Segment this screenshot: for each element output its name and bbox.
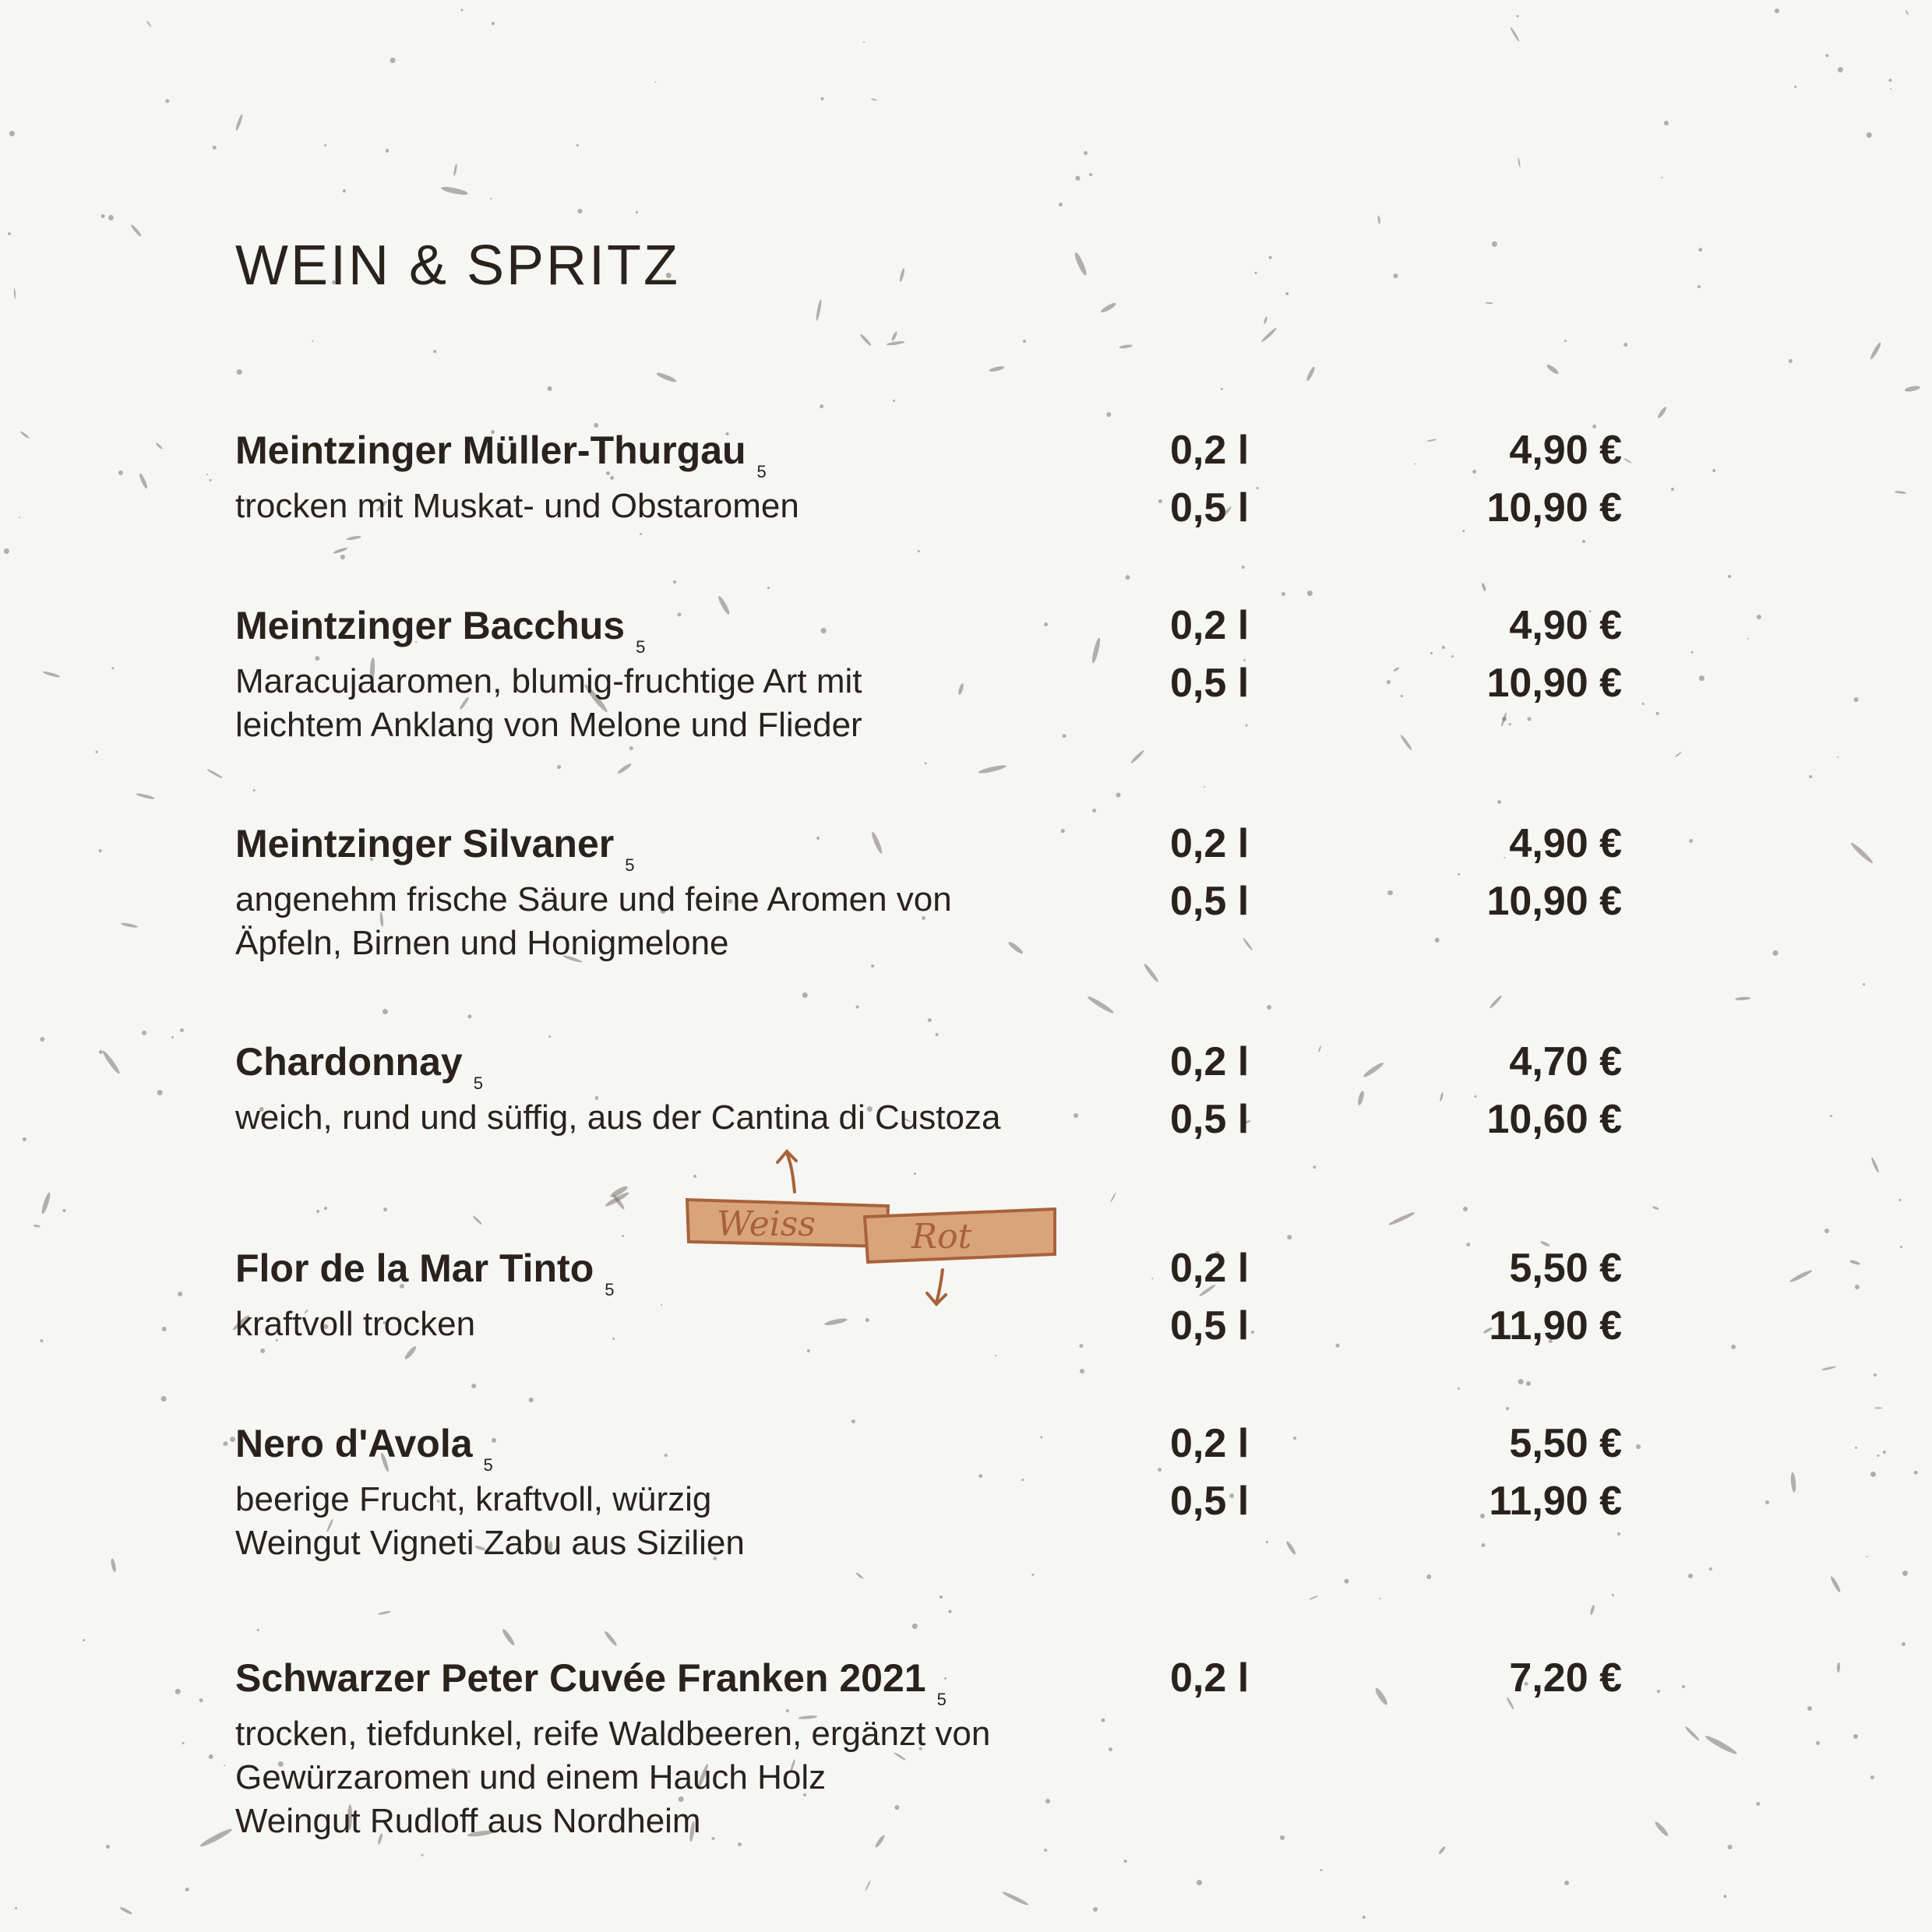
- paper-speckle: [1691, 651, 1694, 654]
- paper-speckle: [1023, 340, 1026, 343]
- wine-name: Meintzinger Silvaner $_5$: [235, 822, 635, 875]
- paper-speckle: [1849, 1259, 1860, 1265]
- paper-speckle: [1866, 132, 1873, 139]
- allergen-note: 5: [625, 855, 635, 875]
- paper-speckle: [157, 1090, 163, 1095]
- paper-speckle: [576, 144, 580, 147]
- paper-speckle: [1906, 9, 1909, 15]
- volume-small: 0,2 l: [1170, 1039, 1250, 1084]
- paper-speckle: [95, 751, 97, 753]
- paper-speckle: [19, 431, 30, 439]
- paper-speckle: [1756, 614, 1762, 620]
- paper-speckle: [121, 922, 138, 929]
- paper-speckle: [547, 385, 553, 391]
- paper-speckle: [1688, 838, 1694, 844]
- paper-speckle: [156, 442, 164, 450]
- paper-speckle: [1075, 175, 1081, 182]
- page-title: WEIN & SPRITZ: [235, 234, 681, 297]
- paper-speckle: [1652, 1205, 1659, 1210]
- paper-speckle: [1829, 1115, 1832, 1118]
- volume-small: 0,2 l: [1170, 428, 1250, 473]
- paper-speckle: [1756, 1802, 1761, 1807]
- paper-speckle: [206, 474, 209, 476]
- paper-speckle: [139, 473, 149, 489]
- paper-speckle: [39, 1036, 46, 1043]
- paper-speckle: [1877, 1454, 1880, 1458]
- volume-small: 0,2 l: [1170, 821, 1250, 866]
- wine-description: Maracujaaromen, blumig-fruchtige Art mit leichtem Anklang von Melone und Flieder: [235, 662, 862, 744]
- volume-small: 0,2 l: [1170, 1655, 1250, 1701]
- paper-speckle: [40, 1339, 44, 1343]
- volume-large: 0,5 l: [1170, 1097, 1250, 1142]
- paper-speckle: [22, 1137, 27, 1142]
- paper-speckle: [1656, 712, 1660, 716]
- volume-large: 0,5 l: [1170, 1479, 1250, 1524]
- price-small: 4,90 €: [1509, 428, 1622, 473]
- paper-speckle: [1747, 638, 1749, 640]
- paper-speckle: [1105, 411, 1112, 418]
- paper-speckle: [1901, 1570, 1908, 1577]
- paper-speckle: [1829, 1576, 1841, 1593]
- paper-speckle: [1564, 340, 1567, 343]
- paper-speckle: [1727, 574, 1732, 579]
- paper-speckle: [1674, 751, 1682, 758]
- paper-speckle: [816, 298, 823, 321]
- paper-speckle: [1306, 366, 1317, 382]
- paper-speckle: [1491, 242, 1497, 248]
- paper-speckle: [180, 1028, 184, 1032]
- paper-speckle: [105, 1844, 110, 1849]
- paper-speckle: [111, 667, 115, 670]
- paper-speckle: [199, 1827, 234, 1849]
- paper-speckle: [224, 1765, 225, 1766]
- volume-large: 0,5 l: [1170, 1303, 1250, 1349]
- wine-name: Meintzinger Bacchus $_5$: [235, 604, 646, 657]
- paper-speckle: [1510, 27, 1520, 42]
- paper-speckle: [1657, 406, 1668, 419]
- allergen-note: 5: [936, 1690, 947, 1709]
- price-small: 7,20 €: [1509, 1655, 1622, 1701]
- paper-speckle: [164, 98, 169, 103]
- paper-speckle: [82, 1639, 85, 1642]
- price-large: 10,90 €: [1486, 661, 1622, 706]
- paper-speckle: [1377, 215, 1380, 224]
- paper-speckle: [182, 1741, 185, 1743]
- paper-speckle: [453, 163, 457, 175]
- paper-speckle: [432, 349, 437, 354]
- paper-speckle: [1657, 1689, 1661, 1693]
- paper-speckle: [386, 149, 389, 152]
- wine-description: trocken, tiefdunkel, reife Waldbeeren, ergänzt von Gewürzaromen und einem Hauch Holz Weingut Rudloff aus Nordheim: [235, 1715, 991, 1840]
- paper-speckle: [1874, 1407, 1883, 1408]
- paper-speckle: [1735, 996, 1750, 1001]
- price-small: 5,50 €: [1509, 1421, 1622, 1466]
- paper-speckle: [1623, 342, 1627, 347]
- wine-item-bacchus: [235, 602, 1638, 836]
- paper-speckle: [1100, 301, 1117, 314]
- paper-speckle: [1854, 697, 1859, 702]
- paper-speckle: [1854, 1447, 1857, 1450]
- paper-speckle: [4, 548, 10, 554]
- paper-speckle: [657, 372, 678, 383]
- volume-large: 0,5 l: [1170, 485, 1250, 531]
- paper-speckle: [820, 97, 824, 100]
- paper-speckle: [312, 340, 314, 342]
- paper-speckle: [110, 1557, 117, 1572]
- paper-speckle: [1895, 491, 1906, 495]
- paper-speckle: [390, 57, 396, 63]
- paper-speckle: [1705, 1734, 1738, 1756]
- paper-speckle: [101, 1050, 122, 1075]
- wine-name: Meintzinger Müller-Thurgau $_5$: [235, 428, 767, 481]
- paper-speckle: [1518, 157, 1521, 167]
- paper-speckle: [460, 9, 464, 12]
- paper-speckle: [1788, 358, 1793, 363]
- paper-speckle: [130, 224, 142, 237]
- paper-speckle: [62, 1209, 66, 1214]
- paper-speckle: [1263, 316, 1267, 324]
- paper-speckle: [235, 114, 244, 131]
- wine-item-silvaner: [235, 820, 1638, 1054]
- paper-speckle: [1260, 326, 1277, 342]
- paper-speckle: [108, 214, 114, 220]
- paper-speckle: [1838, 66, 1844, 72]
- paper-speckle: [899, 268, 905, 282]
- volume-small: 0,2 l: [1170, 1421, 1250, 1466]
- paper-speckle: [161, 1327, 167, 1332]
- paper-speckle: [1687, 1573, 1693, 1578]
- paper-speckle: [1821, 1366, 1836, 1371]
- arrow-up-icon: [777, 1151, 796, 1192]
- paper-speckle: [199, 1698, 203, 1703]
- paper-speckle: [119, 1906, 132, 1915]
- paper-speckle: [98, 848, 102, 852]
- wine-description: beerige Frucht, kraftvoll, würzig Weingut Vigneti Zabu aus Sizilien: [235, 1480, 745, 1562]
- price-large: 11,90 €: [1489, 1479, 1622, 1524]
- paper-speckle: [1816, 1741, 1821, 1746]
- paper-speckle: [1824, 1228, 1830, 1234]
- paper-speckle: [819, 404, 823, 409]
- paper-speckle: [1790, 1472, 1796, 1493]
- paper-speckle: [136, 792, 154, 799]
- paper-speckle: [1059, 203, 1063, 207]
- volume-small: 0,2 l: [1170, 1246, 1250, 1291]
- paper-speckle: [8, 231, 12, 235]
- allergen-note: 5: [605, 1280, 615, 1299]
- paper-speckle: [1255, 272, 1258, 275]
- paper-speckle: [1083, 150, 1088, 156]
- price-small: 4,70 €: [1509, 1039, 1622, 1084]
- volume-large: 0,5 l: [1170, 661, 1250, 706]
- wine-name: Chardonnay $_5$: [235, 1040, 483, 1093]
- paper-speckle: [1765, 1500, 1770, 1505]
- paper-speckle: [863, 41, 866, 44]
- paper-speckle: [892, 399, 895, 402]
- paper-speckle: [1093, 1907, 1098, 1912]
- paper-speckle: [33, 1224, 41, 1227]
- paper-speckle: [141, 1030, 147, 1036]
- paper-speckle: [1899, 1246, 1902, 1248]
- paper-speckle: [1807, 1706, 1812, 1712]
- paper-speckle: [491, 21, 494, 24]
- paper-speckle: [1546, 363, 1560, 375]
- paper-speckle: [9, 130, 16, 137]
- paper-speckle: [1698, 674, 1705, 681]
- paper-speckle: [1697, 284, 1701, 288]
- allergen-note: 5: [636, 637, 646, 657]
- paper-speckle: [13, 288, 16, 299]
- paper-speckle: [1681, 1685, 1685, 1689]
- paper-speckle: [41, 1192, 52, 1215]
- paper-speckle: [1723, 1894, 1727, 1898]
- price-large: 10,90 €: [1486, 879, 1622, 924]
- paper-speckle: [1808, 774, 1812, 778]
- paper-speckle: [208, 1754, 213, 1759]
- volume-large: 0,5 l: [1170, 879, 1250, 924]
- paper-speckle: [1837, 756, 1839, 759]
- paper-speckle: [1002, 1891, 1029, 1907]
- wine-item-nero-davola: [235, 1420, 1638, 1654]
- wine-name: Schwarzer Peter Cuvée Franken 2021 $_5$: [235, 1656, 947, 1709]
- paper-speckle: [871, 98, 877, 101]
- paper-speckle: [636, 210, 639, 213]
- price-large: 10,90 €: [1486, 485, 1622, 531]
- paper-speckle: [1089, 173, 1093, 177]
- paper-speckle: [1730, 1344, 1736, 1349]
- paper-speckle: [1789, 1269, 1813, 1284]
- paper-speckle: [1849, 841, 1874, 865]
- paper-speckle: [1074, 252, 1088, 277]
- wine-description: weich, rund und süffig, aus der Cantina di Custoza: [235, 1098, 1001, 1137]
- paper-speckle: [185, 1887, 189, 1891]
- paper-speckle: [210, 478, 212, 481]
- wine-name: Flor de la Mar Tinto $_5$: [235, 1246, 615, 1299]
- paper-speckle: [1708, 1567, 1712, 1571]
- paper-speckle: [577, 209, 583, 214]
- allergen-note: 5: [473, 1074, 483, 1093]
- paper-speckle: [213, 145, 217, 150]
- paper-speckle: [100, 213, 105, 218]
- paper-speckle: [15, 1907, 18, 1910]
- paper-speckle: [237, 369, 242, 375]
- paper-speckle: [1392, 273, 1398, 279]
- paper-speckle: [1870, 1471, 1877, 1478]
- ribbon-label-weiss: Weiss: [717, 1204, 816, 1244]
- paper-speckle: [989, 365, 1005, 373]
- paper-speckle: [1870, 1775, 1874, 1779]
- paper-speckle: [324, 144, 327, 147]
- paper-speckle: [1712, 469, 1716, 473]
- price-small: 4,90 €: [1509, 821, 1622, 866]
- paper-speckle: [1866, 1556, 1868, 1558]
- paper-speckle: [654, 81, 657, 83]
- paper-speckle: [440, 185, 468, 196]
- allergen-note: 5: [756, 462, 767, 481]
- paper-speckle: [1905, 385, 1920, 392]
- paper-speckle: [1870, 1157, 1880, 1173]
- paper-speckle: [1888, 78, 1892, 83]
- paper-speckle: [1654, 1821, 1669, 1838]
- paper-speckle: [206, 768, 224, 779]
- paper-speckle: [1869, 341, 1882, 361]
- paper-speckle: [146, 20, 151, 27]
- paper-speckle: [1775, 9, 1779, 13]
- paper-speckle: [1698, 247, 1702, 252]
- paper-speckle: [175, 1689, 181, 1694]
- price-large: 11,90 €: [1489, 1303, 1622, 1349]
- paper-speckle: [1684, 1726, 1701, 1742]
- price-large: 10,60 €: [1486, 1097, 1622, 1142]
- paper-speckle: [43, 670, 62, 678]
- paper-speckle: [178, 1292, 183, 1297]
- wine-name: Nero d'Avola $_5$: [235, 1422, 493, 1475]
- paper-speckle: [1862, 983, 1865, 986]
- paper-speckle: [1362, 1915, 1366, 1919]
- wine-description: kraftvoll trocken: [235, 1305, 476, 1343]
- paper-speckle: [1119, 344, 1133, 348]
- paper-speckle: [171, 1035, 174, 1038]
- paper-speckle: [1671, 488, 1675, 492]
- paper-speckle: [1793, 86, 1796, 89]
- paper-speckle: [161, 1396, 167, 1401]
- paper-speckle: [489, 197, 492, 199]
- price-small: 5,50 €: [1509, 1246, 1622, 1291]
- paper-speckle: [1837, 1662, 1841, 1673]
- paper-speckle: [1825, 54, 1829, 58]
- wine-item-schwarzer-peter: [235, 1655, 1638, 1888]
- ribbon-label-rot: Rot: [911, 1217, 972, 1257]
- paper-speckle: [1898, 1198, 1902, 1202]
- paper-speckle: [1661, 177, 1663, 179]
- paper-speckle: [118, 470, 124, 476]
- paper-speckle: [891, 331, 898, 342]
- paper-speckle: [1269, 256, 1272, 259]
- allergen-note: 5: [483, 1455, 493, 1475]
- price-small: 4,90 €: [1509, 603, 1622, 648]
- paper-speckle: [1913, 1470, 1919, 1475]
- paper-speckle: [1285, 292, 1289, 296]
- paper-speckle: [1642, 703, 1645, 705]
- wine-description: angenehm frische Säure und feine Aromen von Äpfeln, Birnen und Honigmelone: [235, 880, 952, 962]
- paper-speckle: [1515, 14, 1519, 18]
- paper-speckle: [1221, 387, 1223, 390]
- paper-speckle: [342, 189, 346, 193]
- paper-speckle: [1854, 1284, 1860, 1290]
- paper-speckle: [859, 333, 873, 347]
- paper-speckle: [887, 340, 905, 346]
- paper-speckle: [1664, 121, 1669, 126]
- paper-speckle: [1873, 1373, 1877, 1377]
- paper-speckle: [1772, 950, 1779, 957]
- paper-speckle: [1853, 1734, 1859, 1740]
- paper-speckle: [1882, 1450, 1886, 1454]
- paper-speckle: [19, 516, 20, 518]
- paper-speckle: [1902, 1642, 1906, 1646]
- paper-speckle: [1485, 302, 1493, 305]
- paper-speckle: [1728, 1845, 1733, 1849]
- volume-small: 0,2 l: [1170, 603, 1250, 648]
- paper-speckle: [221, 1440, 228, 1447]
- paper-speckle: [1890, 87, 1892, 90]
- wine-description: trocken mit Muskat- und Obstaromen: [235, 487, 799, 525]
